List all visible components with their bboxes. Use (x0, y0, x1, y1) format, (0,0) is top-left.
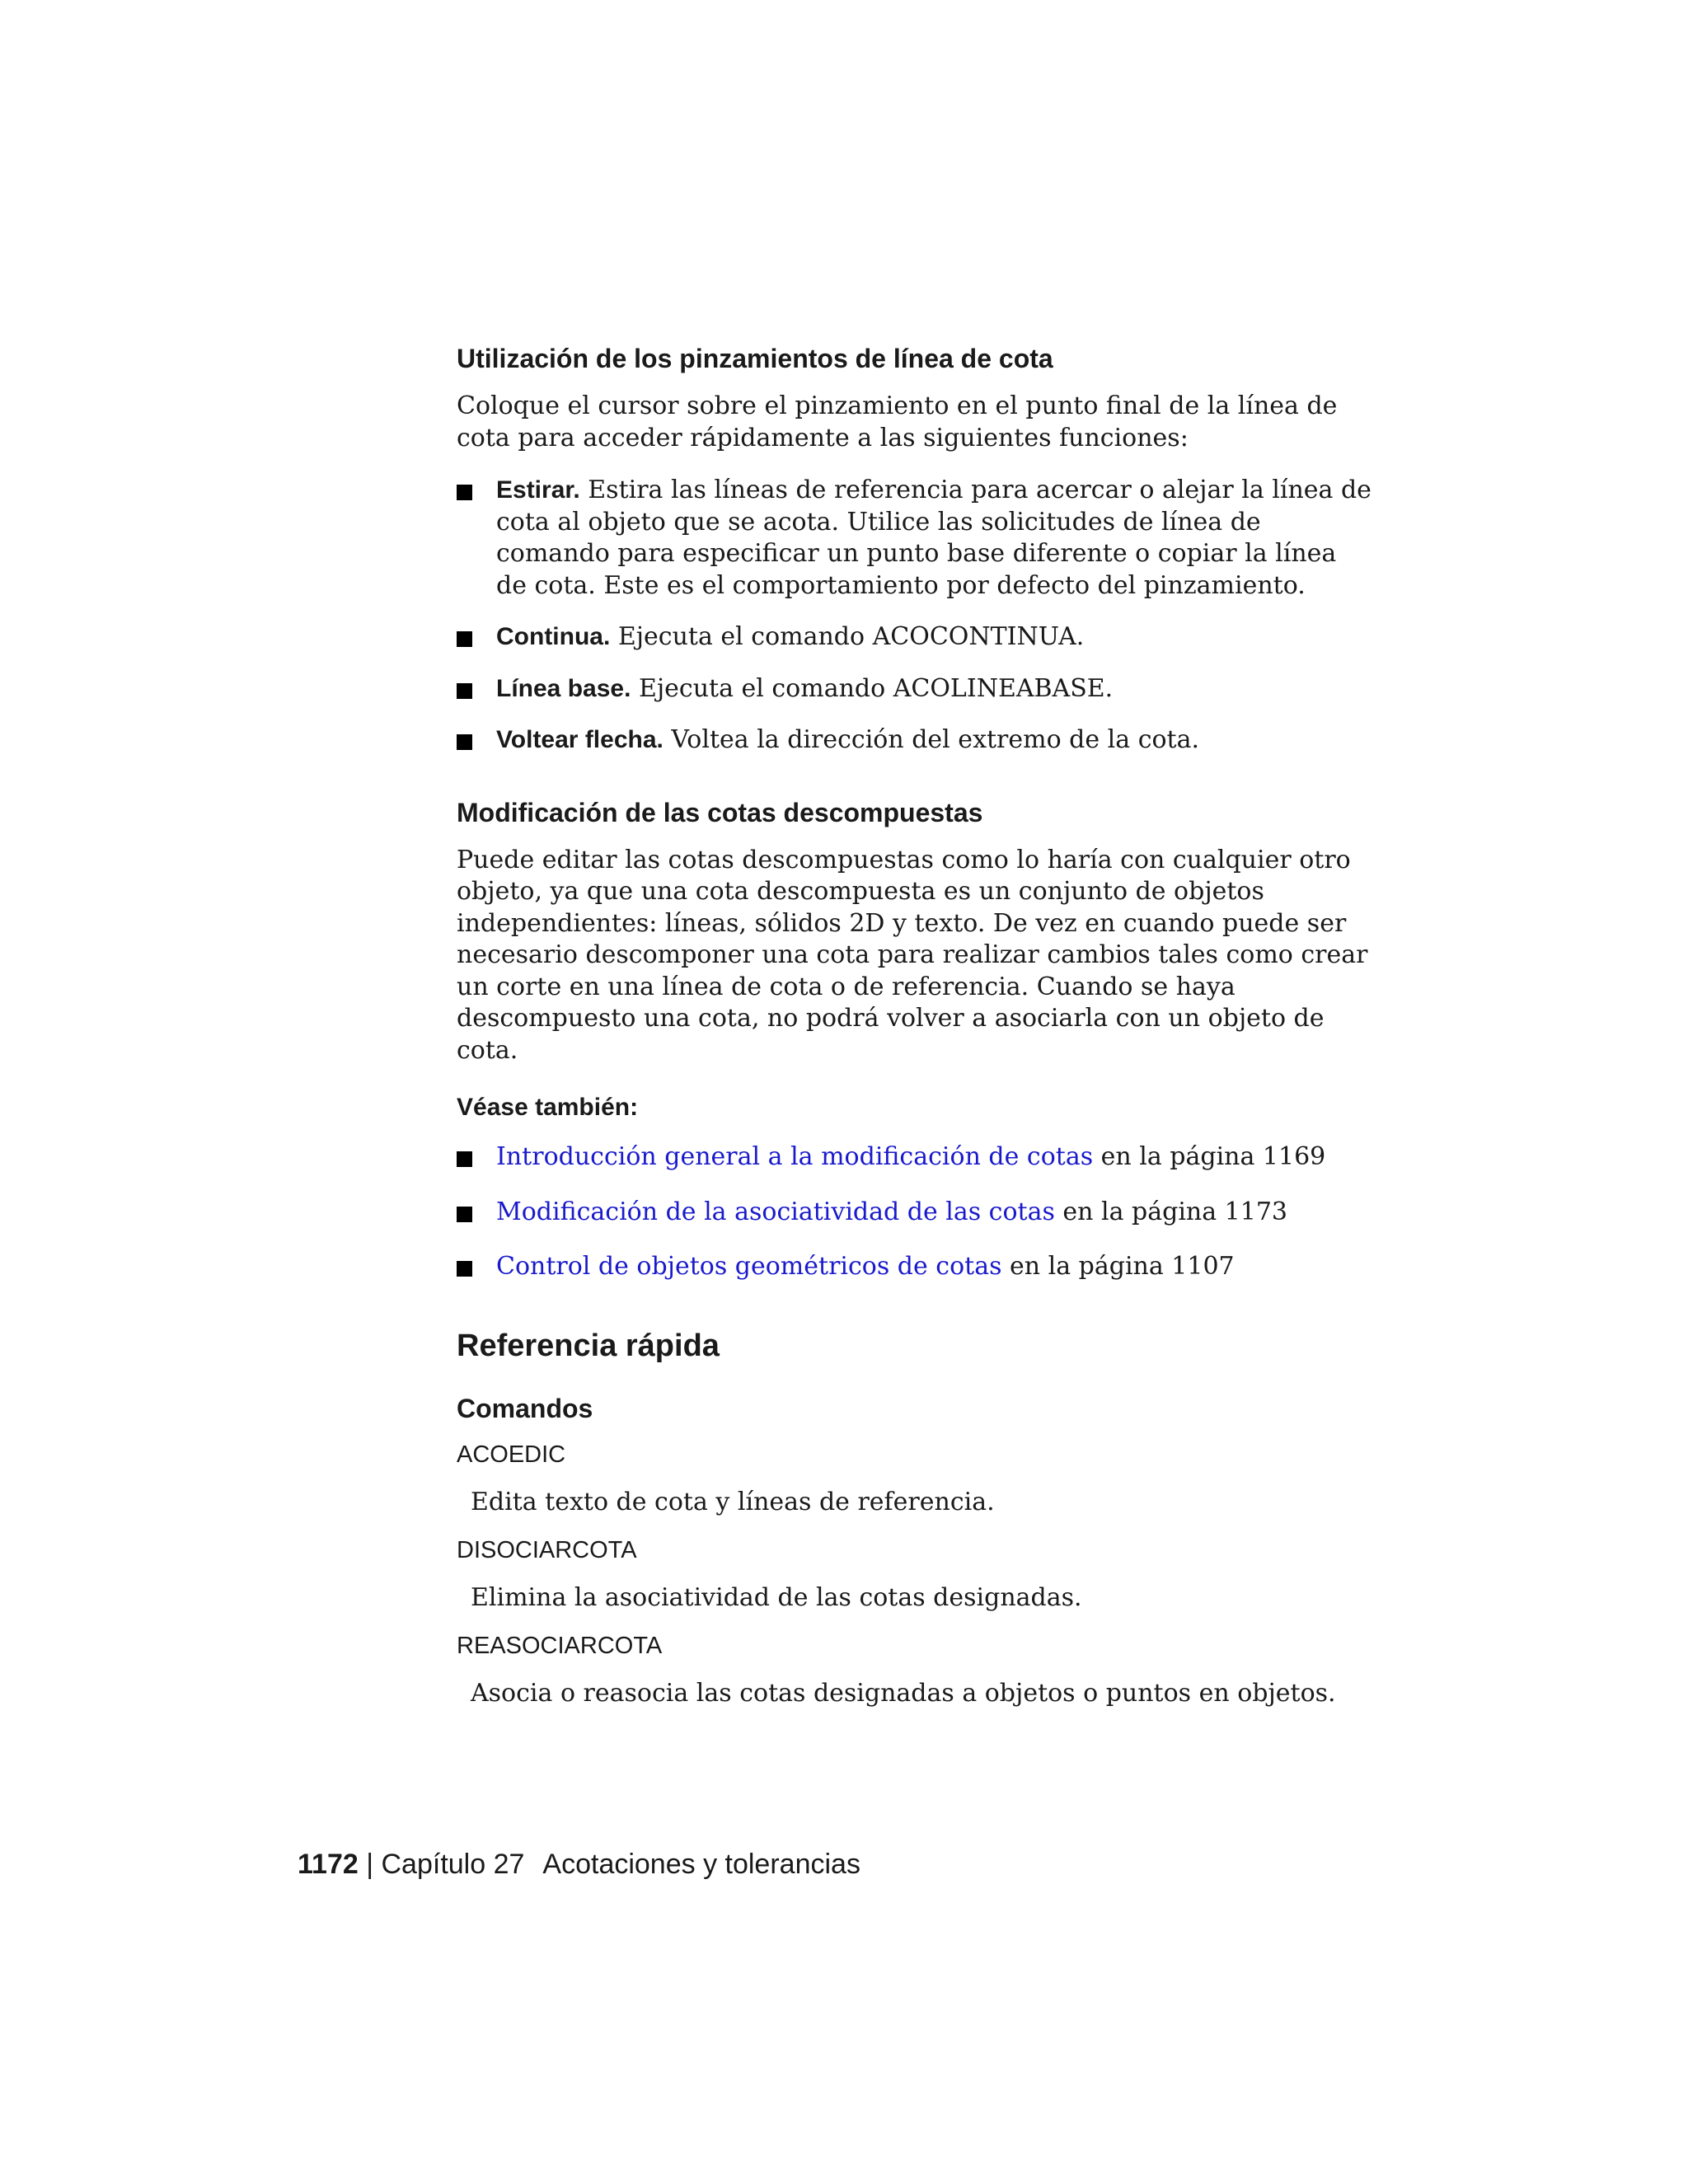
command-description: Edita texto de cota y líneas de referencia. (471, 1487, 995, 1516)
bullet-icon (457, 631, 472, 647)
page-ref: en la página 1173 (1054, 1197, 1288, 1226)
section-heading-grips: Utilización de los pinzamientos de línea de cota (457, 344, 1053, 373)
command-name: REASOCIARCOTA (457, 1632, 663, 1659)
item-text: Estira las líneas de referencia para acercar o alejar la línea de cota al objeto que se acota. Utilice las solicitudes de línea de comando para especificar un punto base diferente o copiar la línea de cota. Este es el comportamiento por defecto del pinzamiento. (496, 476, 1372, 600)
chapter-title: Acotaciones y tolerancias (542, 1849, 860, 1880)
list-item (457, 1197, 1372, 1229)
page-content (457, 342, 1372, 1710)
item-text: Ejecuta el comando ACOLINEABASE. (631, 673, 1114, 703)
page-footer (298, 1846, 860, 1882)
command-description: Asocia o reasocia las cotas designadas a objetos o puntos en objetos. (471, 1678, 1336, 1708)
item-lead: Voltear flecha. (496, 726, 663, 753)
command-name: ACOEDIC (457, 1441, 566, 1468)
command-list (457, 1438, 1372, 1710)
command-description: Elimina la asociatividad de las cotas designadas. (471, 1582, 1082, 1612)
bullet-icon (457, 1261, 472, 1277)
list-item (457, 621, 1372, 654)
section-body: Puede editar las cotas descompuestas como lo haría con cualquier otro objeto, ya que una cota descompuesta es un conjunto de objetos independientes: líneas, sólidos 2D y texto. De vez en cuando puede ser necesario descomponer una cota para realizar cambios tales como crear un corte en una línea de cota o de referencia. Cuando se haya descompuesto una cota, no podrá volver a asociarla con un objeto de cota. (457, 845, 1368, 1065)
list-item (457, 724, 1372, 757)
list-item (457, 475, 1372, 602)
see-also-link[interactable]: Modificación de la asociatividad de las cotas (496, 1197, 1055, 1226)
quick-reference-heading: Referencia rápida (457, 1328, 720, 1363)
see-also-link[interactable]: Control de objetos geométricos de cotas (496, 1252, 1002, 1281)
section-intro: Coloque el cursor sobre el pinzamiento en el punto final de la línea de cota para acceder rápidamente a las siguientes funciones: (457, 391, 1338, 452)
chapter-label: Capítulo 27 (381, 1849, 525, 1880)
page-number: 1172 (298, 1849, 359, 1880)
item-lead: Continua. (496, 623, 611, 650)
page-ref: en la página 1107 (1001, 1252, 1235, 1281)
commands-label: Comandos (457, 1393, 593, 1423)
page-ref: en la página 1169 (1093, 1142, 1326, 1171)
see-also-link[interactable]: Introducción general a la modificación de cotas (496, 1142, 1094, 1171)
item-text: Voltea la dirección del extremo de la cota. (663, 725, 1200, 754)
bullet-icon (457, 485, 472, 500)
item-text: Ejecuta el comando ACOCONTINUA. (610, 622, 1085, 651)
see-also-list (457, 1141, 1372, 1283)
section-heading-exploded: Modificación de las cotas descompuestas (457, 797, 983, 827)
command-name: DISOCIARCOTA (457, 1536, 637, 1563)
item-lead: Línea base. (496, 674, 631, 702)
item-lead: Estirar. (496, 476, 580, 504)
grip-function-list (457, 475, 1372, 757)
see-also-label: Véase también: (457, 1094, 639, 1121)
list-item (457, 1251, 1372, 1283)
bullet-icon (457, 683, 472, 699)
list-item (457, 673, 1372, 705)
bullet-icon (457, 1207, 472, 1222)
list-item (457, 1141, 1372, 1174)
bullet-icon (457, 1151, 472, 1167)
footer-separator: | (358, 1849, 382, 1880)
bullet-icon (457, 734, 472, 750)
